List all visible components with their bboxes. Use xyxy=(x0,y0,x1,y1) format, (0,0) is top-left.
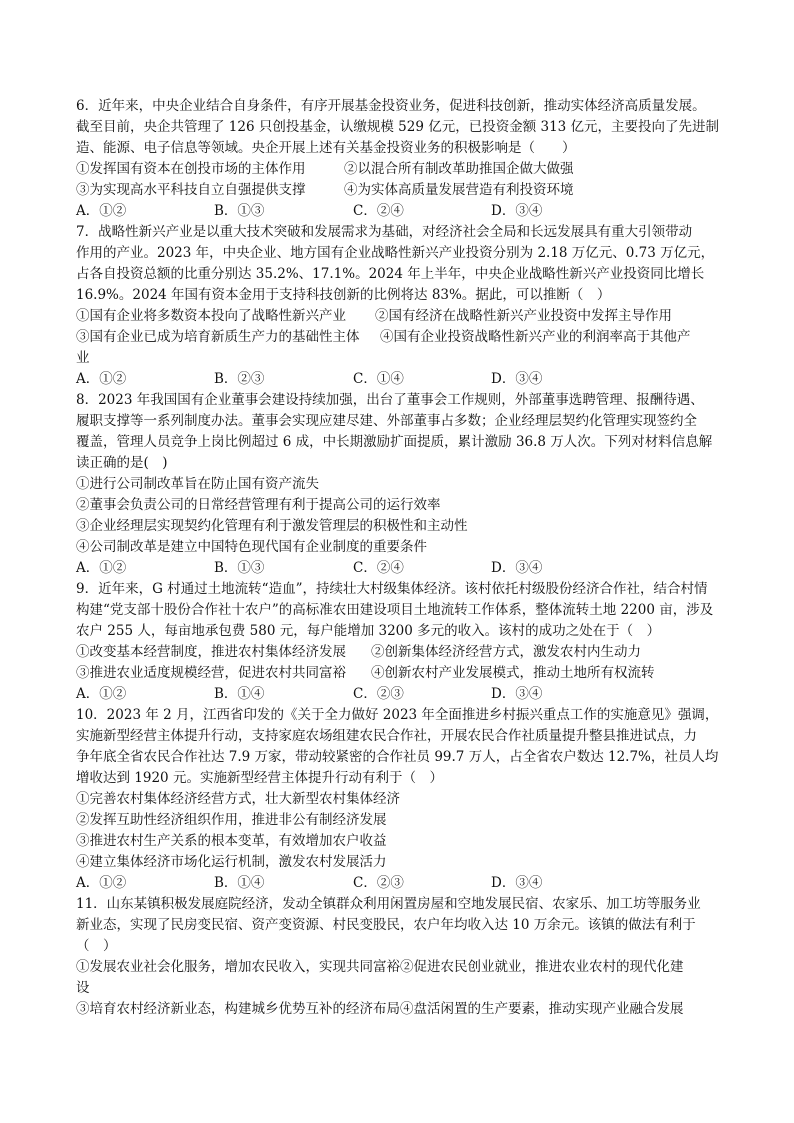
answer-option-b[interactable]: B．①④ xyxy=(214,686,265,702)
answer-option-c[interactable]: C．①④ xyxy=(353,371,404,387)
question-11-stem-line-2: 新业态，实现了民房变民宿、资产变资源、村民变股民，农户年均收入达 10 万余元。该镇的做法有利于 xyxy=(76,917,696,933)
statement-3: ③推进农村生产关系的根本变革，有效增加农户收益 xyxy=(76,833,387,849)
statement-3: ③推进农业适度规模经营，促进农村共同富裕 xyxy=(76,665,346,681)
answer-option-c[interactable]: C．②④ xyxy=(353,560,404,576)
statement-3: ③国有企业已成为培育新质生产力的基础性主体 xyxy=(76,329,360,345)
statement-4: ④为实体高质量发展营造有利投资环境 xyxy=(344,182,574,198)
answer-option-d[interactable]: D．③④ xyxy=(491,875,543,891)
question-6-stem-line-3: 造、能源、电子信息等领域。央企开展上述有关基金投资业务的积极影响是（ ） xyxy=(76,140,576,156)
question-8-stem-line-4: 读正确的是( ) xyxy=(76,455,168,471)
statement-2: ②以混合所有制改革助推国企做大做强 xyxy=(344,161,574,177)
statement-4: ④公司制改革是建立中国特色现代国有企业制度的重要条件 xyxy=(76,539,427,555)
statement-2-continuation: 设 xyxy=(76,980,90,996)
statement-2: ②创新集体经济经营方式，激发农村内生动力 xyxy=(371,644,641,660)
question-9-stem-line-1: 9．近年来，G 村通过土地流转“造血”，持续壮大村级集体经济。该村依托村级股份经济合作社，结合村情 xyxy=(76,581,708,597)
question-10-stem-line-2: 实施新型经营主体提升行动，支持家庭农场组建农民合作社，开展农民合作社质量提升整县推进试点，力 xyxy=(76,728,697,744)
answer-option-b[interactable]: B．②③ xyxy=(214,371,265,387)
answer-option-c[interactable]: C．②③ xyxy=(353,686,404,702)
answer-option-c[interactable]: C．②④ xyxy=(353,203,404,219)
question-9-stem-line-2: 构建“党支部十股份合作社十农户”的高标准农田建设项目土地流转工作体系，整体流转土地 2200 亩，涉及 xyxy=(76,602,714,618)
statement-1: ①国有企业将多数资本投向了战略性新兴产业 xyxy=(76,308,346,324)
answer-option-a[interactable]: A．①② xyxy=(76,875,127,891)
question-6-stem-line-2: 截至目前，央企共管理了 126 只创投基金，认缴规模 529 亿元，已投资金额 313 亿元，主要投向了先进制 xyxy=(76,119,720,135)
statement-1: ①改变基本经营制度，推进农村集体经济发展 xyxy=(76,644,346,660)
question-8-stem-line-1: 8．2023 年我国国有企业董事会建设持续加强，出台了董事会工作规则，外部董事选聘管理、报酬待遇、 xyxy=(76,392,704,408)
question-8-stem-line-3: 覆盖，管理人员竞争上岗比例超过 6 成，中长期激励扩面提质，累计激励 36.8 万人次。下列对材料信息解 xyxy=(76,434,713,450)
answer-option-b[interactable]: B．①④ xyxy=(214,875,265,891)
answer-option-a[interactable]: A．①② xyxy=(76,560,127,576)
statement-4: ④国有企业投资战略性新兴产业的利润率高于其他产 xyxy=(380,329,691,345)
answer-option-d[interactable]: D．③④ xyxy=(491,371,543,387)
statement-1: ①进行公司制改革旨在防止国有资产流失 xyxy=(76,476,319,492)
question-7-stem-line-1: 7．战略性新兴产业是以重大技术突破和发展需求为基础，对经济社会全局和长远发展具有重大引领带动 xyxy=(76,224,693,240)
answer-option-d[interactable]: D．③④ xyxy=(491,203,543,219)
question-11-stem-line-3: （ ） xyxy=(76,938,117,954)
answer-option-a[interactable]: A．①② xyxy=(76,203,127,219)
answer-option-d[interactable]: D．③④ xyxy=(491,560,543,576)
statement-row-1-2: ①发展农业社会化服务，增加农民收入，实现共同富裕②促进农民创业就业，推进农业农村的现代化建 xyxy=(76,959,684,975)
statement-row-3-4: ③培育农村经济新业态，构建城乡优势互补的经济布局④盘活闲置的生产要素，推动实现产业融合发展 xyxy=(76,1001,684,1017)
statement-3: ③为实现高水平科技自立自强提供支撑 xyxy=(76,182,306,198)
question-10-stem-line-1: 10．2023 年 2 月，江西省印发的《关于全力做好 2023 年全面推进乡村振兴重点工作的实施意见》强调， xyxy=(76,707,719,723)
question-9-stem-line-3: 农户 255 人，每亩地承包费 580 元，每户能增加 3200 多元的收入。该村的成功之处在于（ ） xyxy=(76,623,661,639)
statement-4-continuation: 业 xyxy=(76,350,90,366)
statement-3: ③企业经理层实现契约化管理有利于激发管理层的积极性和主动性 xyxy=(76,518,468,534)
statement-1: ①完善农村集体经济经营方式，壮大新型农村集体经济 xyxy=(76,791,400,807)
statement-4: ④创新农村产业发展模式，推动土地所有权流转 xyxy=(371,665,655,681)
statement-2: ②国有经济在战略性新兴产业投资中发挥主导作用 xyxy=(375,308,672,324)
question-11-stem-line-1: 11．山东某镇积极发展庭院经济，发动全镇群众利用闲置房屋和空地发展民宿、农家乐、加工坊等服务业 xyxy=(76,896,701,912)
question-10-stem-line-3: 争年底全省农民合作社达 7.9 万家，带动较紧密的合作社员 99.7 万人，占全省农户数达 12.7%，社员人均 xyxy=(76,749,719,765)
question-7-stem-line-3: 占各自投资总额的比重分别达 35.2%、17.1%。2024 年上半年，中央企业战略性新兴产业投资同比增长 xyxy=(76,266,705,282)
question-7-stem-line-4: 16.9%。2024 年国有资本金用于支持科技创新的比例将达 83%。据此，可以推断（ ） xyxy=(76,287,611,303)
statement-1: ①发挥国有资本在创投市场的主体作用 xyxy=(76,161,306,177)
answer-option-a[interactable]: A．①② xyxy=(76,686,127,702)
statement-4: ④建立集体经济市场化运行机制，激发农村发展活力 xyxy=(76,854,387,870)
answer-option-b[interactable]: B．①③ xyxy=(214,560,265,576)
answer-option-b[interactable]: B．①③ xyxy=(214,203,265,219)
question-6-stem-line-1: 6．近年来，中央企业结合自身条件，有序开展基金投资业务，促进科技创新，推动实体经济高质量发展。 xyxy=(76,98,706,114)
answer-option-a[interactable]: A．①② xyxy=(76,371,127,387)
answer-option-d[interactable]: D．③④ xyxy=(491,686,543,702)
question-8-stem-line-2: 履职支撑等一系列制度办法。董事会实现应建尽建、外部董事占多数；企业经理层契约化管理实现签约全 xyxy=(76,413,697,429)
question-7-stem-line-2: 作用的产业。2023 年，中央企业、地方国有企业战略性新兴产业投资分别为 2.18 万亿元、0.73 万亿元， xyxy=(76,245,715,261)
statement-2: ②董事会负责公司的日常经营管理有利于提高公司的运行效率 xyxy=(76,497,441,513)
question-10-stem-line-4: 增收达到 1920 元。实施新型经营主体提升行动有利于（ ） xyxy=(76,770,443,786)
statement-2: ②发挥互助性经济组织作用，推进非公有制经济发展 xyxy=(76,812,387,828)
answer-option-c[interactable]: C．②③ xyxy=(353,875,404,891)
